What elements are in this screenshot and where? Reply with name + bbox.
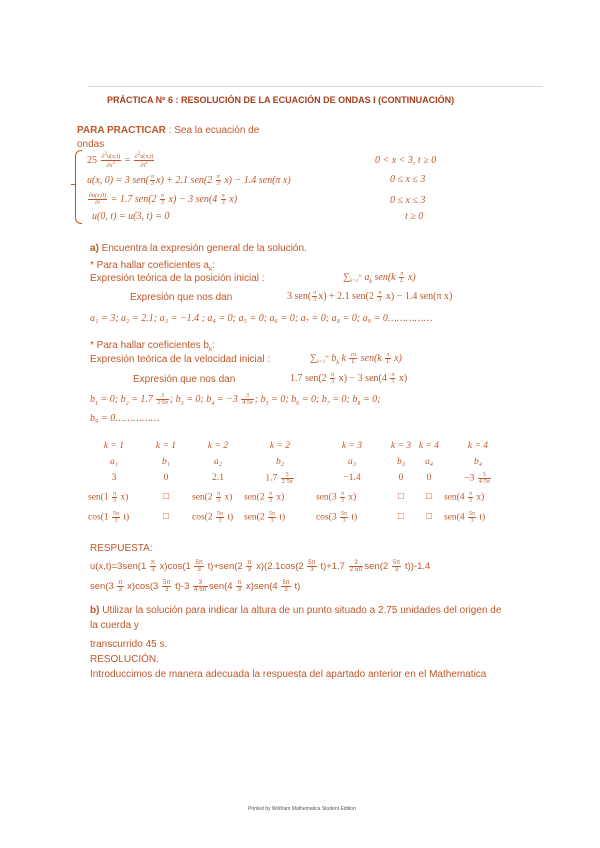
coef-table — [88, 438, 512, 527]
b-values-2: b₉ = 0…………… — [90, 413, 160, 424]
vel-formula: $\sum_{k=1}^\infty$ $b_k$ k $\frac{c\pi}{L}$ sen(k $\frac{\pi}{L}$ x) — [310, 352, 402, 366]
table-row-k — [88, 438, 512, 454]
part-b-text-1: Utilizar la solución para indicar la altura de un punto situado a 2.75 unidades del origen de — [99, 605, 502, 616]
system-brace-tip — [71, 184, 76, 185]
table-row-cos — [88, 507, 512, 527]
table-cell: a₁ — [109, 456, 119, 467]
table-cell: sen(4 $\frac{5\pi}{3}$ t) — [444, 510, 486, 524]
part-a-heading — [90, 243, 307, 254]
resolucion-label: RESOLUCIÓN. — [90, 654, 159, 665]
table-cell: □ — [398, 512, 404, 522]
system-brace — [75, 150, 82, 224]
respuesta-label: RESPUESTA: — [90, 543, 153, 554]
table-cell: □ — [426, 492, 432, 502]
table-cell: a₃ — [347, 456, 357, 467]
table-cell: k = 3 — [390, 441, 412, 451]
coef-a-heading: * Para hallar coeficientes $a_k$: — [90, 260, 215, 273]
part-a-letter: a) — [90, 243, 99, 254]
table-cell: cos(2 $\frac{5\pi}{3}$ t) — [192, 510, 234, 524]
table-cell: sen(2 $\frac{\pi}{3}$ x) — [244, 490, 285, 504]
given-vel-label: Expresión que nos dan — [133, 374, 236, 385]
system-eq-2: u(x, 0) = 3 sen( $\frac{\pi}{3}$ x) + 2.1 sen(2 $\frac{\pi}{3}$ x) − 1.4 sen(π x) — [87, 174, 291, 187]
a-values: a₁ = 3; a₂ = 2.1; a₃ = −1.4 ; a₄ = 0; a₅ = 0; a₆ = 0; a₇ = 0; a₈ = 0; a₉ = 0…………… — [90, 313, 433, 324]
table-cell: b₂ — [275, 456, 285, 467]
part-b-line-4: Introduccimos de manera adecuada la respuesta del apartado anterior en el Mathematica — [90, 669, 487, 680]
table-cell: −1.4 — [343, 473, 361, 483]
table-cell: □ — [426, 512, 432, 522]
table-cell: k = 1 — [155, 441, 177, 451]
table-cell: k = 4 — [467, 441, 489, 451]
system-eq-1: 25 $\frac{\partial^2u(x,t)}{\partial x^2}$ = $\frac{\partial^2u(x,t)}{\partial t^2}$ — [87, 152, 154, 169]
system-eq-3: $\frac{\partial u(x,0)}{\partial t}$ = 1.7 sen(2 $\frac{\pi}{3}$ x) − 3 sen(4 $\frac{\pi}{3}$ x) — [89, 193, 238, 206]
table-cell: 3 — [111, 473, 117, 483]
table-cell: b₄ — [473, 456, 483, 467]
page-title: PRÁCTICA Nº 6 : RESOLUCIÓN DE LA ECUACIÓN DE ONDAS I (CONTINUACIÓN) — [107, 95, 455, 105]
respuesta-line-1: u(x,t)=3sen(1 $\frac{\pi}{3}$ x)cos(1 $\frac{5\pi}{3}$ t)+sen(2 $\frac{\pi}{3}$ x)(2.1cos(2 $\frac{5\pi}{3}$ t)+1.7 $\frac{3}{2\cdot 5\pi}$ sen(2 $\frac{5\pi}{3}$ t))-1.4 — [90, 560, 431, 573]
system-cond-4: t ≥ 0 — [405, 211, 424, 222]
table-row-coef — [88, 454, 512, 469]
table-cell: sen(2 $\frac{\pi}{3}$ x) — [192, 490, 233, 504]
vel-label: Expresión teórica de la velocidad inicial : — [90, 354, 271, 365]
system-eq-4: u(0, t) = u(3, t) = 0 — [92, 211, 170, 222]
table-cell: a₂ — [213, 456, 223, 467]
given-pos: 3 sen( $\frac{\pi}{3}$ x) + 2.1 sen(2 $\frac{\pi}{3}$ x) − 1.4 sen(π x) — [287, 290, 453, 303]
table-cell: □ — [163, 512, 169, 522]
table-cell: sen(3 $\frac{\pi}{3}$ x) — [316, 490, 357, 504]
table-cell: 0 — [426, 473, 432, 483]
pos-formula: $\sum_{k=1}^\infty$ $a_k$ sen(k $\frac{\pi}{L}$ x) — [343, 271, 416, 285]
given-vel: 1.7 sen(2 $\frac{\pi}{3}$ x) − 3 sen(4 $\frac{\pi}{3}$ x) — [290, 372, 408, 385]
b-values-1: $b_1 = 0$; $b_2 = 1.7$ $\frac{3}{2\cdot 5\pi}$ ; $b_3 = 0$; $b_4 = -3$ $\frac{3}{4\cdot 5\pi}$ ; $b_5 = 0$; $b_6 = 0$; $b_7 = 0$; $b_8 = 0$; — [90, 393, 381, 407]
table-cell: sen(2 $\frac{5\pi}{3}$ t) — [244, 510, 286, 524]
table-cell: sen(4 $\frac{\pi}{3}$ x) — [444, 490, 485, 504]
intro-text-1: : Sea la ecuación de — [165, 125, 260, 136]
intro-text-2: ondas — [77, 139, 105, 150]
pos-label: Expresión teórica de la posición inicial : — [90, 273, 265, 284]
table-cell: k = 2 — [269, 441, 291, 451]
table-cell: a₄ — [424, 456, 434, 467]
part-b-letter: b) — [90, 605, 100, 616]
table-cell: □ — [163, 492, 169, 502]
table-cell: cos(1 $\frac{5\pi}{3}$ t) — [88, 510, 130, 524]
table-cell: sen(1 $\frac{\pi}{3}$ x) — [88, 490, 129, 504]
respuesta-line-2: sen(3 $\frac{\pi}{3}$ x)cos(3 $\frac{5\pi}{3}$ t)-3 $\frac{3}{4\cdot 5\pi}$ sen(4 $\frac{\pi}{3}$ x)sen(4 $\frac{5\pi}{3}$ t) — [90, 580, 301, 593]
table-cell: k = 4 — [418, 441, 440, 451]
table-cell: k = 2 — [207, 441, 229, 451]
part-a-text: Encuentra la expresión general de la solución. — [98, 243, 307, 254]
coef-a-heading-text: * Para hallar coeficientes a — [90, 260, 209, 271]
coef-b-heading-text: * Para hallar coeficientes b — [90, 340, 209, 351]
table-cell: b₁ — [161, 456, 171, 467]
header-rule — [88, 86, 543, 87]
table-cell: 1.7 $\frac{3}{2\cdot 5\pi}$ — [265, 471, 293, 485]
system-cond-2: 0 ≤ x ≤ 3 — [390, 174, 426, 185]
table-cell: k = 1 — [103, 441, 125, 451]
coef-b-sub: k — [208, 347, 212, 353]
table-cell: cos(3 $\frac{5\pi}{3}$ t) — [316, 510, 358, 524]
intro-label: PARA PRACTICAR — [77, 125, 166, 136]
part-b-line-3: transcurrido 45 s. — [90, 639, 168, 650]
table-cell: 0 — [398, 473, 404, 483]
intro-line1 — [77, 125, 259, 136]
page-footer: Printed by Wolfram Mathematica Student Edition — [248, 806, 356, 812]
part-b-line-1 — [90, 605, 501, 616]
table-cell: □ — [398, 492, 404, 502]
table-cell: 0 — [163, 473, 169, 483]
table-row-values — [88, 469, 512, 487]
table-cell: k = 3 — [341, 441, 363, 451]
given-pos-label: Expresión que nos dan — [130, 292, 233, 303]
table-cell: b₃ — [396, 456, 406, 467]
table-cell: 2.1 — [212, 473, 224, 483]
part-b-line-2: la cuerda y — [90, 620, 139, 631]
coef-b-heading: * Para hallar coeficientes $b_k$: — [90, 340, 215, 353]
system-cond-3: 0 ≤ x ≤ 3 — [390, 195, 426, 206]
table-row-sen — [88, 487, 512, 507]
table-cell: −3 $\frac{3}{4\cdot 5\pi}$ — [464, 471, 490, 485]
coef-table-grid — [88, 438, 512, 527]
coef-a-sub: k — [208, 267, 212, 273]
system-cond-1: 0 < x < 3, t ≥ 0 — [375, 155, 437, 166]
